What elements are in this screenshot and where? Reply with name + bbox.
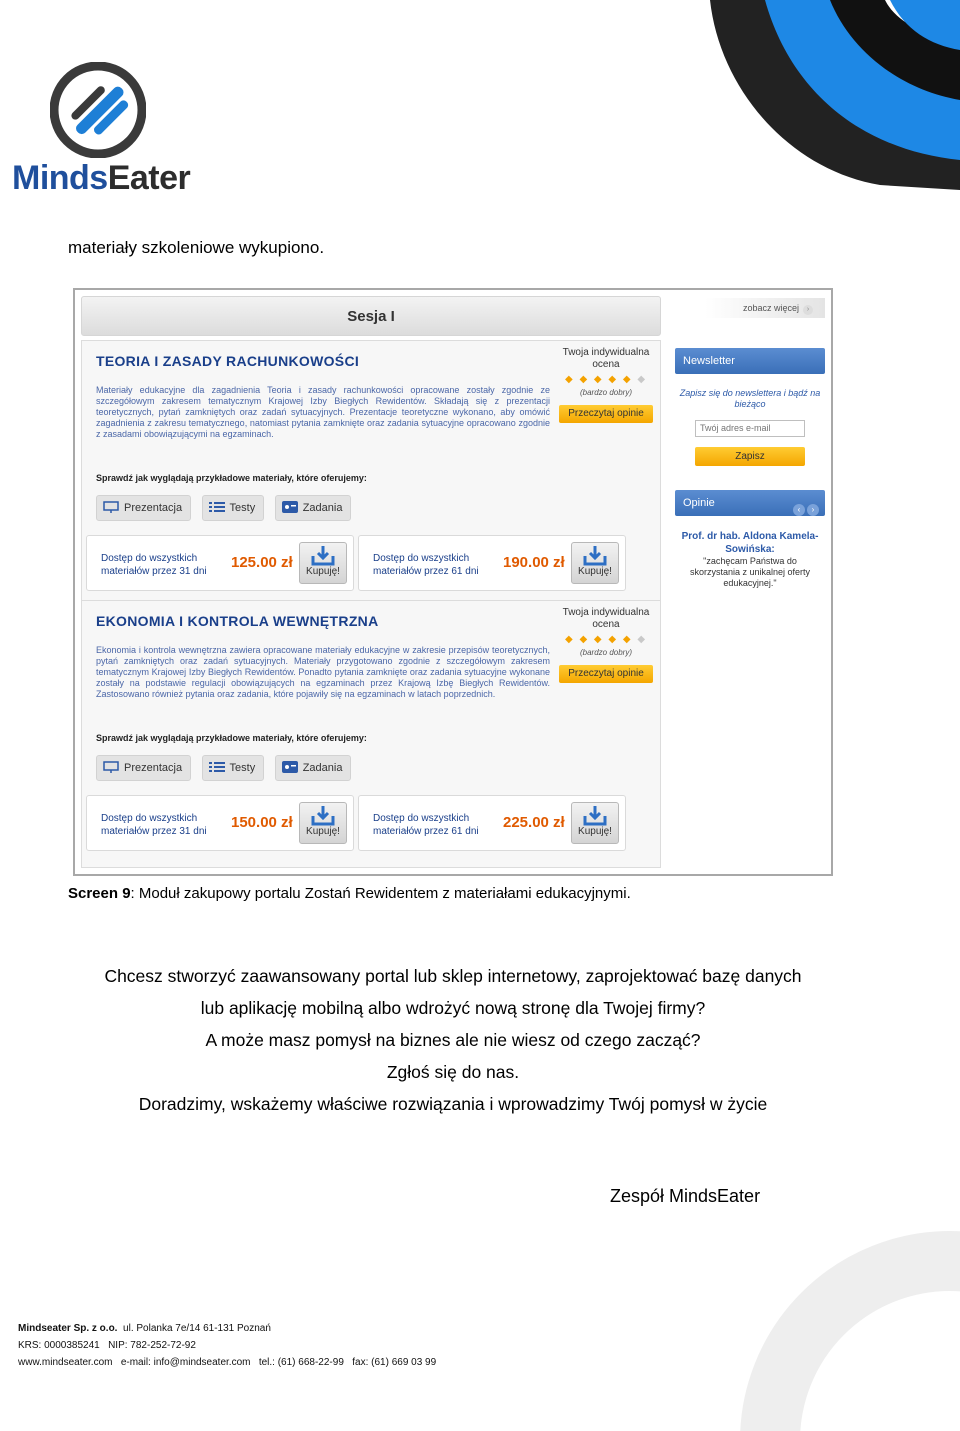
offer-price: 125.00 zł: [231, 554, 293, 571]
samples-label: Sprawdź jak wyglądają przykładowe materiały, które oferujemy:: [96, 733, 367, 743]
sample-tests-button[interactable]: Testy: [202, 755, 265, 781]
brand-name: MindsEater: [12, 159, 191, 197]
subscribe-button[interactable]: Zapisz: [695, 447, 805, 466]
course-title: EKONOMIA I KONTROLA WEWNĘTRZNA: [96, 613, 379, 629]
rating-box: [558, 607, 654, 683]
list-icon: [209, 501, 225, 513]
sample-presentation-button[interactable]: Prezentacja: [96, 495, 191, 521]
tasks-icon: [282, 501, 298, 513]
decorative-swoosh-bottom: [710, 1221, 960, 1431]
offer-box: [86, 535, 354, 591]
chevron-left-icon[interactable]: ‹: [793, 504, 805, 516]
newsletter-header: Newsletter: [675, 348, 825, 374]
sample-buttons: [96, 755, 357, 781]
download-tray-icon: [583, 806, 607, 826]
sample-tests-button[interactable]: Testy: [202, 495, 265, 521]
pitch-line: lub aplikację mobilną albo wdrożyć nową stronę dla Twojej firmy?: [200, 998, 706, 1018]
decorative-swoosh-top: [710, 0, 960, 190]
samples-label: Sprawdź jak wyglądają przykładowe materiały, które oferujemy:: [96, 473, 367, 483]
offer-price: 190.00 zł: [503, 554, 565, 571]
tasks-icon: [282, 761, 298, 773]
course-description: Ekonomia i kontrola wewnętrzna zawiera opracowane materiały edukacyjne w zakresie przepisów teoretycznych, pytań zamkniętych oraz zadań sytuacyjnych. Materiały przygotowano zgodnie z szczegółowym zakresem tematycznym Krajowej Izby Biegłych Rewidentów. Ponadto pytania zamknięte oraz zadania sytuacyjne wykonane zostały na podstawie regulacji obowiązujących na egzaminach przez Krajową Izbę Biegłych Rewidentów. Zastosowano również pytania oraz zadania, które pojawiły się na egzaminach w latach poprzednich.: [96, 645, 550, 699]
see-more-link[interactable]: zobacz więcej ›: [705, 298, 825, 318]
sample-presentation-button[interactable]: Prezentacja: [96, 755, 191, 781]
quote-text: "zachęcam Państwa do skorzystania z unikalnej oferty edukacyjnej.": [689, 556, 811, 588]
offer-box: [358, 795, 626, 851]
chevron-right-icon[interactable]: ›: [807, 504, 819, 516]
rating-box: [558, 347, 654, 423]
pitch-line: Zgłoś się do nas.: [386, 1062, 520, 1082]
buy-button[interactable]: Kupuję!: [299, 802, 347, 844]
read-opinions-button[interactable]: Przeczytaj opinie: [559, 405, 653, 423]
pitch-line: A może masz pomysł na biznes ale nie wiesz od czego zacząć?: [205, 1030, 701, 1050]
email-link[interactable]: e-mail: info@mindseater.com: [120, 1357, 251, 1368]
offer-description: Dostęp do wszystkich materiałów przez 31 dni: [101, 813, 207, 837]
signature: Zespół MindsEater: [610, 1186, 761, 1206]
opinion-quote: [679, 530, 821, 589]
offer-box: [358, 535, 626, 591]
rating-stars[interactable]: ◆ ◆ ◆ ◆ ◆ ◆: [564, 374, 648, 385]
pitch-line: Chcesz stworzyć zaawansowany portal lub sklep internetowy, zaprojektować bazę danych: [104, 966, 802, 986]
read-opinions-button[interactable]: Przeczytaj opinie: [559, 665, 653, 683]
buy-button[interactable]: Kupuję!: [299, 542, 347, 584]
mindseater-logo-icon: [50, 62, 146, 158]
course-card: [81, 600, 661, 868]
buy-button[interactable]: Kupuję!: [571, 802, 619, 844]
course-description: Materiały edukacyjne dla zagadnienia Teoria i zasady rachunkowości opracowane zostały zgodnie ze szczegółowym zakresem tematycznym Krajowej Izby Biegłych Rewidentów. Składają się z prezentacji teoretycznych, pytań zamkniętych oraz zadań sytuacyjnych. Prezentacje teoretyczne wykonano, aby omówić zagadnienia z zakresu tematycznego, natomiast pytania zamknięte oraz zadania sytuacyjne opracowano zgodnie z zasadami obowiązującymi na egzaminach.: [96, 385, 550, 439]
email-input[interactable]: [695, 420, 805, 437]
quote-author: Prof. dr hab. Aldona Kamela-Sowińska:: [681, 531, 819, 555]
intro-text: materiały szkoleniowe wykupiono.: [68, 238, 325, 257]
course-title: TEORIA I ZASADY RACHUNKOWOŚCI: [96, 353, 360, 369]
rating-stars[interactable]: ◆ ◆ ◆ ◆ ◆ ◆: [564, 634, 648, 645]
figure-caption: Screen 9: Moduł zakupowy portalu Zostań Rewidentem z materiałami edukacyjnymi.: [68, 885, 631, 902]
download-tray-icon: [311, 806, 335, 826]
rating-word: (bardzo dobry): [579, 388, 633, 397]
sample-buttons: [96, 495, 357, 521]
rating-label: Twoja indywidualna ocena: [562, 607, 650, 630]
session-title: Sesja I: [81, 296, 661, 336]
course-card: [81, 340, 661, 608]
pitch-text: [60, 960, 846, 1120]
portal-screenshot: [73, 288, 833, 876]
opinions-nav: [791, 496, 819, 522]
offer-box: [86, 795, 354, 851]
offer-description: Dostęp do wszystkich materiałów przez 31 dni: [101, 553, 207, 577]
rating-label: Twoja indywidualna ocena: [562, 347, 650, 370]
company-footer: Mindseater Sp. z o.o. ul. Polanka 7e/14 61-131 Poznań KRS: 0000385241 NIP: 782-252-72-92 www.mindseater.com e-mail: info@mindseater.com tel.: (61) 668-22-99 fax: (61) 669 03 99: [18, 1323, 437, 1368]
offer-price: 150.00 zł: [231, 814, 293, 831]
sample-tasks-button[interactable]: Zadania: [275, 755, 352, 781]
offer-price: 225.00 zł: [503, 814, 565, 831]
opinions-header: Opinie ‹ ›: [675, 490, 825, 516]
list-icon: [209, 761, 225, 773]
sample-tasks-button[interactable]: Zadania: [275, 495, 352, 521]
rating-word: (bardzo dobry): [579, 648, 633, 657]
offer-description: Dostęp do wszystkich materiałów przez 61 dni: [373, 813, 479, 837]
newsletter-text: Zapisz się do newslettera i bądź na bieżąco: [679, 388, 821, 409]
download-tray-icon: [583, 546, 607, 566]
pitch-line: Doradzimy, wskażemy właściwe rozwiązania i wprowadzimy Twój pomysł w życie: [138, 1094, 768, 1114]
presentation-icon: [103, 761, 119, 773]
website-link[interactable]: www.mindseater.com: [18, 1357, 113, 1368]
chevron-right-icon: ›: [803, 305, 813, 315]
offer-description: Dostęp do wszystkich materiałów przez 61 dni: [373, 553, 479, 577]
download-tray-icon: [311, 546, 335, 566]
buy-button[interactable]: Kupuję!: [571, 542, 619, 584]
presentation-icon: [103, 501, 119, 513]
